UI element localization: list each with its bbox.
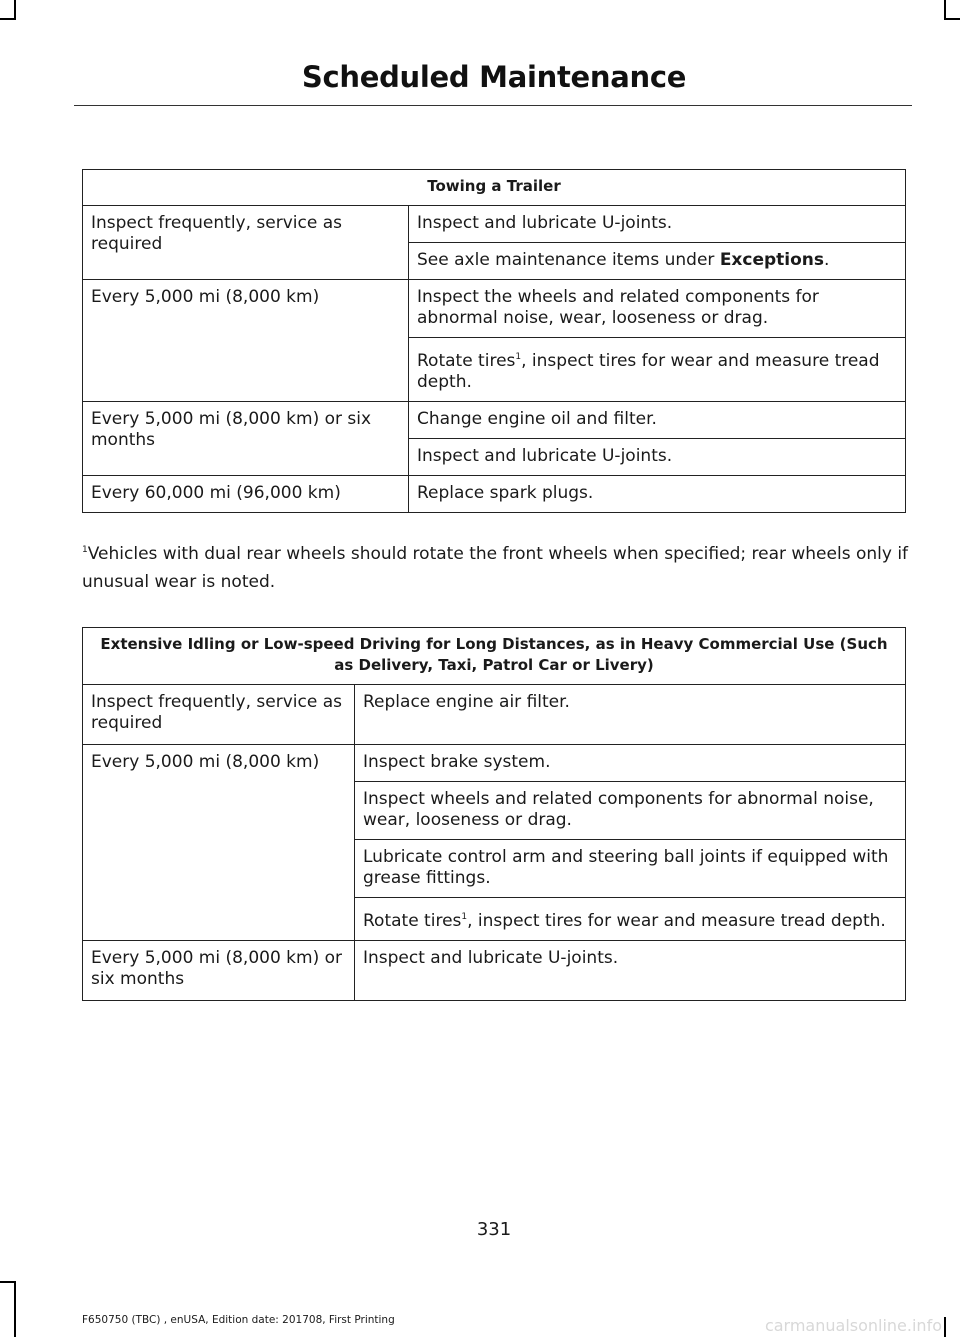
- task-cell: Inspect and lubricate U-joints.: [409, 206, 906, 243]
- table-title: Towing a Trailer: [83, 170, 906, 206]
- crop-mark: [14, 1281, 16, 1337]
- footnote: [82, 540, 922, 596]
- task-cell: Replace engine air filter.: [355, 685, 906, 745]
- task-cell: [355, 898, 906, 941]
- page-number: 331: [476, 1219, 512, 1240]
- table-row: [83, 476, 906, 513]
- exceptions-link-text: Exceptions: [719, 250, 825, 270]
- crop-mark: [14, 0, 16, 20]
- interval-cell: Every 5,000 mi (8,000 km): [83, 745, 355, 941]
- task-text: , inspect tires for wear and measure tread depth.: [417, 351, 880, 392]
- crop-mark: [944, 0, 946, 20]
- task-cell: Lubricate control arm and steering ball joints if equipped with grease fittings.: [355, 840, 906, 898]
- heavy-commercial-use-table: [82, 627, 906, 1001]
- task-cell: Inspect brake system.: [355, 745, 906, 782]
- task-cell: Inspect and lubricate U-joints.: [355, 941, 906, 1001]
- watermark: carmanualsonline.info: [764, 1316, 942, 1335]
- footnote-text: Vehicles with dual rear wheels should rotate the front wheels when specified; rear wheels only if unusual wear is noted.: [82, 544, 909, 592]
- interval-cell: Every 5,000 mi (8,000 km) or six months: [83, 941, 355, 1001]
- towing-trailer-table: [82, 169, 906, 513]
- footnote-ref: 1: [515, 352, 522, 362]
- crop-mark: [0, 1281, 16, 1283]
- crop-mark: [944, 18, 960, 20]
- task-cell: Inspect the wheels and related components for abnormal noise, wear, looseness or drag.: [409, 280, 906, 338]
- task-text: Rotate tires: [417, 351, 516, 371]
- footnote-marker: 1: [82, 545, 88, 555]
- table-row: [83, 941, 906, 1001]
- interval-cell: Every 5,000 mi (8,000 km): [83, 280, 409, 402]
- crop-mark: [944, 1317, 946, 1337]
- task-cell: Inspect and lubricate U-joints.: [409, 439, 906, 476]
- task-cell: [409, 243, 906, 280]
- task-cell: Replace spark plugs.: [409, 476, 906, 513]
- interval-cell: Inspect frequently, service as required: [83, 206, 409, 280]
- task-text: See axle maintenance items under: [417, 250, 720, 270]
- header-rule: [74, 105, 912, 106]
- interval-cell: Every 60,000 mi (96,000 km): [83, 476, 409, 513]
- task-cell: Inspect wheels and related components for abnormal noise, wear, looseness or drag.: [355, 782, 906, 840]
- task-cell: [409, 338, 906, 402]
- table-row: [83, 685, 906, 745]
- interval-cell: Every 5,000 mi (8,000 km) or six months: [83, 402, 409, 476]
- footnote-ref: 1: [461, 912, 468, 922]
- edition-info: F650750 (TBC) , enUSA, Edition date: 201708, First Printing: [82, 1314, 395, 1326]
- crop-mark: [0, 18, 16, 20]
- interval-cell: Inspect frequently, service as required: [83, 685, 355, 745]
- page-title: Scheduled Maintenance: [301, 60, 687, 94]
- table-row: [83, 206, 906, 243]
- task-text: .: [824, 250, 830, 270]
- table-row: [83, 402, 906, 439]
- table-title: Extensive Idling or Low-speed Driving for Long Distances, as in Heavy Commercial Use (Such as Delivery, Taxi, Patrol Car or Livery): [83, 628, 906, 685]
- task-text: , inspect tires for wear and measure tread depth.: [467, 911, 886, 931]
- table-row: [83, 280, 906, 338]
- task-text: Rotate tires: [363, 911, 462, 931]
- table-row: [83, 745, 906, 782]
- task-cell: Change engine oil and filter.: [409, 402, 906, 439]
